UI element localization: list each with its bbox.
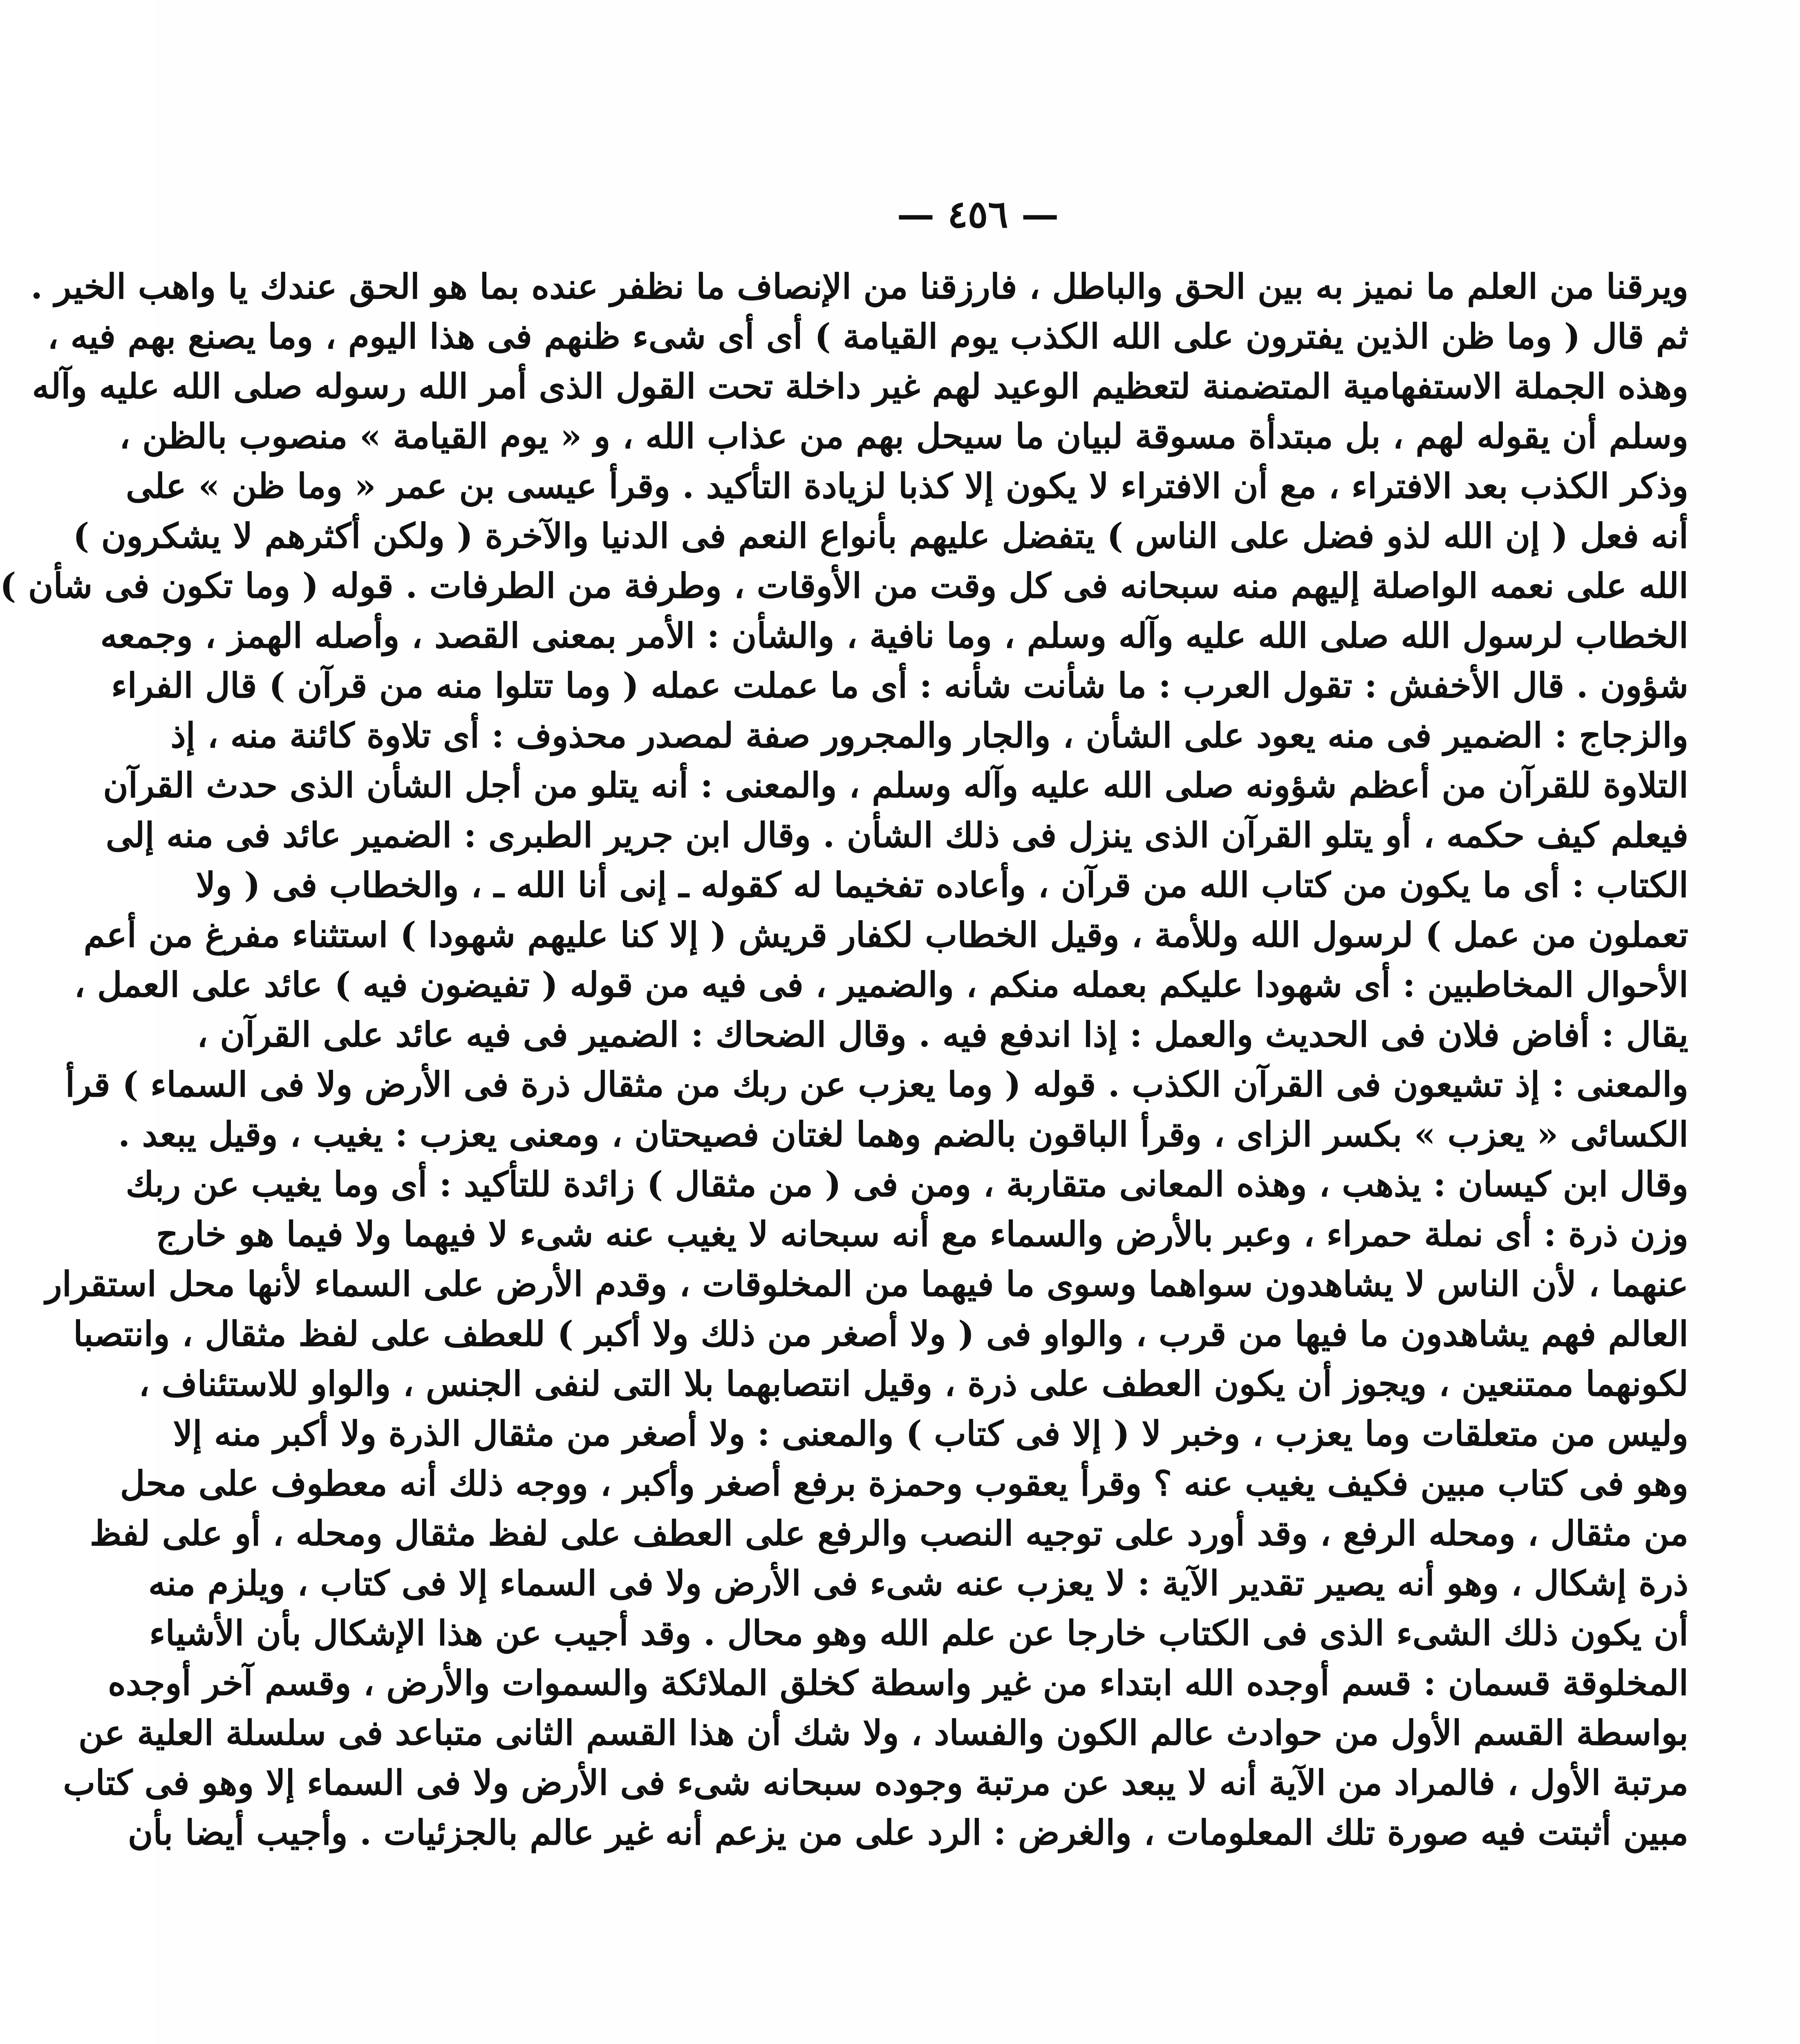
text-line: والزجاج : الضمير فى منه يعود على الشأن ، والجار والمجرور صفة لمصدر محذوف : أى تلاوة كائنة منه ، إذ bbox=[170, 715, 1688, 755]
text-line: الخطاب لرسول الله صلى الله عليه وآله وسلم ، وما نافية ، والشأن : الأمر بمعنى القصد ، وأصله الهمز ، وجمعه bbox=[100, 615, 1688, 656]
text-line: من مثقال ، ومحله الرفع ، وقد أورد على توجيه النصب والرفع على العطف على لفظ مثقال ومحله ، أو على لفظ bbox=[90, 1513, 1688, 1553]
text-line: شؤون . قال الأخفش : تقول العرب : ما شأنت شأنه : أى ما عملت عمله ( وما تتلوا منه من قرآن ) قال الفراء bbox=[111, 665, 1688, 706]
text-line: ذرة إشكال ، وهو أنه يصير تقدير الآية : لا يعزب عنه شىء فى الأرض ولا فى السماء إلا فى كتاب ، ويلزم منه bbox=[148, 1563, 1688, 1603]
text-line: فيعلم كيف حكمه ، أو يتلو القرآن الذى ينزل فى ذلك الشأن . وقال ابن جرير الطبرى : الضمير عائد فى منه إلى bbox=[105, 815, 1688, 855]
text-line: وقال ابن كيسان : يذهب ، وهذه المعانى متقاربة ، ومن فى ( من مثقال ) زائدة للتأكيد : أى وما يغيب عن ربك bbox=[125, 1164, 1688, 1204]
text-line: والمعنى : إذ تشيعون فى القرآن الكذب . قوله ( وما يعزب عن ربك من مثقال ذرة فى الأرض ولا فى السماء ) قرأ bbox=[65, 1064, 1688, 1105]
text-line: تعملون من عمل ) لرسول الله وللأمة ، وقيل الخطاب لكفار قريش ( إلا كنا عليهم شهودا ) استثناء مفرغ من أعم bbox=[83, 914, 1688, 955]
text-line: الكسائى « يعزب » بكسر الزاى ، وقرأ الباقون بالضم وهما لغتان فصيحتان ، ومعنى يعزب : يغيب ، وقيل يبعد . bbox=[118, 1114, 1688, 1154]
text-line: أنه فعل ( إن الله لذو فضل على الناس ) يتفضل عليهم بأنواع النعم فى الدنيا والآخرة ( ولكن أكثرهم لا يشكرون ) bbox=[73, 515, 1688, 556]
text-line: وهو فى كتاب مبين فكيف يغيب عنه ؟ وقرأ يعقوب وحمزة برفع أصغر وأكبر ، ووجه ذلك أنه معطوف على محل bbox=[120, 1463, 1688, 1504]
text-line: الكتاب : أى ما يكون من كتاب الله من قرآن ، وأعاده تفخيما له كقوله ـ إنى أنا الله ـ ، والخطاب فى ( ولا bbox=[196, 865, 1688, 905]
text-line: مرتبة الأول ، فالمراد من الآية أنه لا يبعد عن مرتبة وجوده سبحانه شىء فى الأرض ولا فى السماء إلا وهو فى كتاب bbox=[63, 1762, 1688, 1803]
text-line: المخلوقة قسمان : قسم أوجده الله ابتداء من غير واسطة كخلق الملائكة والسموات والأرض ، وقسم آخر أوجده bbox=[107, 1663, 1688, 1703]
text-line: وليس من متعلقات وما يعزب ، وخبر لا ( إلا فى كتاب ) والمعنى : ولا أصغر من مثقال الذرة ولا أكبر منه إلا bbox=[173, 1413, 1688, 1454]
text-line: التلاوة للقرآن من أعظم شؤونه صلى الله عليه وآله وسلم ، والمعنى : أنه يتلو من أجل الشأن الذى حدث القرآن bbox=[103, 765, 1688, 805]
text-line: يقال : أفاض فلان فى الحديث والعمل : إذا اندفع فيه . وقال الضحاك : الضمير فى فيه عائد على القرآن ، bbox=[197, 1014, 1688, 1055]
text-line: ثم قال ( وما ظن الذين يفترون على الله الكذب يوم القيامة ) أى أى شىء ظنهم فى هذا اليوم ، وما يصنع بهم فيه ، bbox=[47, 316, 1688, 356]
text-line: عنهما ، لأن الناس لا يشاهدون سواهما وسوى ما فيهما من المخلوقات ، وقدم الأرض على السماء لأنها محل استقرار bbox=[45, 1264, 1688, 1304]
text-line: الأحوال المخاطبين : أى شهودا عليكم بعمله منكم ، والضمير ، فى فيه من قوله ( تفيضون فيه ) عائد على العمل ، bbox=[74, 964, 1688, 1005]
text-line: وذكر الكذب بعد الافتراء ، مع أن الافتراء لا يكون إلا كذبا لزيادة التأكيد . وقرأ عيسى بن عمر « وما ظن » على bbox=[125, 466, 1688, 506]
text-line: العالم فهم يشاهدون ما فيها من قرب ، والواو فى ( ولا أصغر من ذلك ولا أكبر ) للعطف على لفظ مثقال ، وانتصبا bbox=[73, 1313, 1688, 1354]
text-line: ويرقنا من العلم ما نميز به بين الحق والباطل ، فارزقنا من الإنصاف ما نظفر عنده بما هو الحق عندك يا واهب الخير . bbox=[31, 266, 1688, 307]
text-line: مبين أثبتت فيه صورة تلك المعلومات ، والغرض : الرد على من يزعم أنه غير عالم بالجزئيات . وأجيب أيضا بأن bbox=[128, 1812, 1688, 1853]
text-line: وهذه الجملة الاستفهامية المتضمنة لتعظيم الوعيد لهم غير داخلة تحت القول الذى أمر الله رسوله صلى الله عليه وآله bbox=[32, 366, 1688, 406]
body-text bbox=[0, 262, 1688, 1858]
text-line: أن يكون ذلك الشىء الذى فى الكتاب خارجا عن علم الله وهو محال . وقد أجيب عن هذا الإشكال بأن الأشياء bbox=[149, 1613, 1688, 1653]
page-number: — ٤٥٦ — bbox=[897, 192, 1059, 236]
text-line: الله على نعمه الواصلة إليهم منه سبحانه فى كل وقت من الأوقات ، وطرفة من الطرفات . قوله ( وما تكون فى شأن ) bbox=[0, 565, 1688, 606]
text-line: وسلم أن يقوله لهم ، بل مبتدأة مسوقة لبيان ما سيحل بهم من عذاب الله ، و « يوم القيامة » منصوب بالظن ، bbox=[119, 416, 1688, 456]
text-line: لكونهما ممتنعين ، ويجوز أن يكون العطف على ذرة ، وقيل انتصابهما بلا التى لنفى الجنس ، والواو للاستئناف ، bbox=[139, 1363, 1688, 1404]
text-line: وزن ذرة : أى نملة حمراء ، وعبر بالأرض والسماء مع أنه سبحانه لا يغيب عنه شىء لا فيهما ولا فيما هو خارج bbox=[156, 1214, 1688, 1254]
text-line: بواسطة القسم الأول من حوادث عالم الكون والفساد ، ولا شك أن هذا القسم الثانى متباعد فى سلسلة العلية عن bbox=[78, 1712, 1688, 1753]
